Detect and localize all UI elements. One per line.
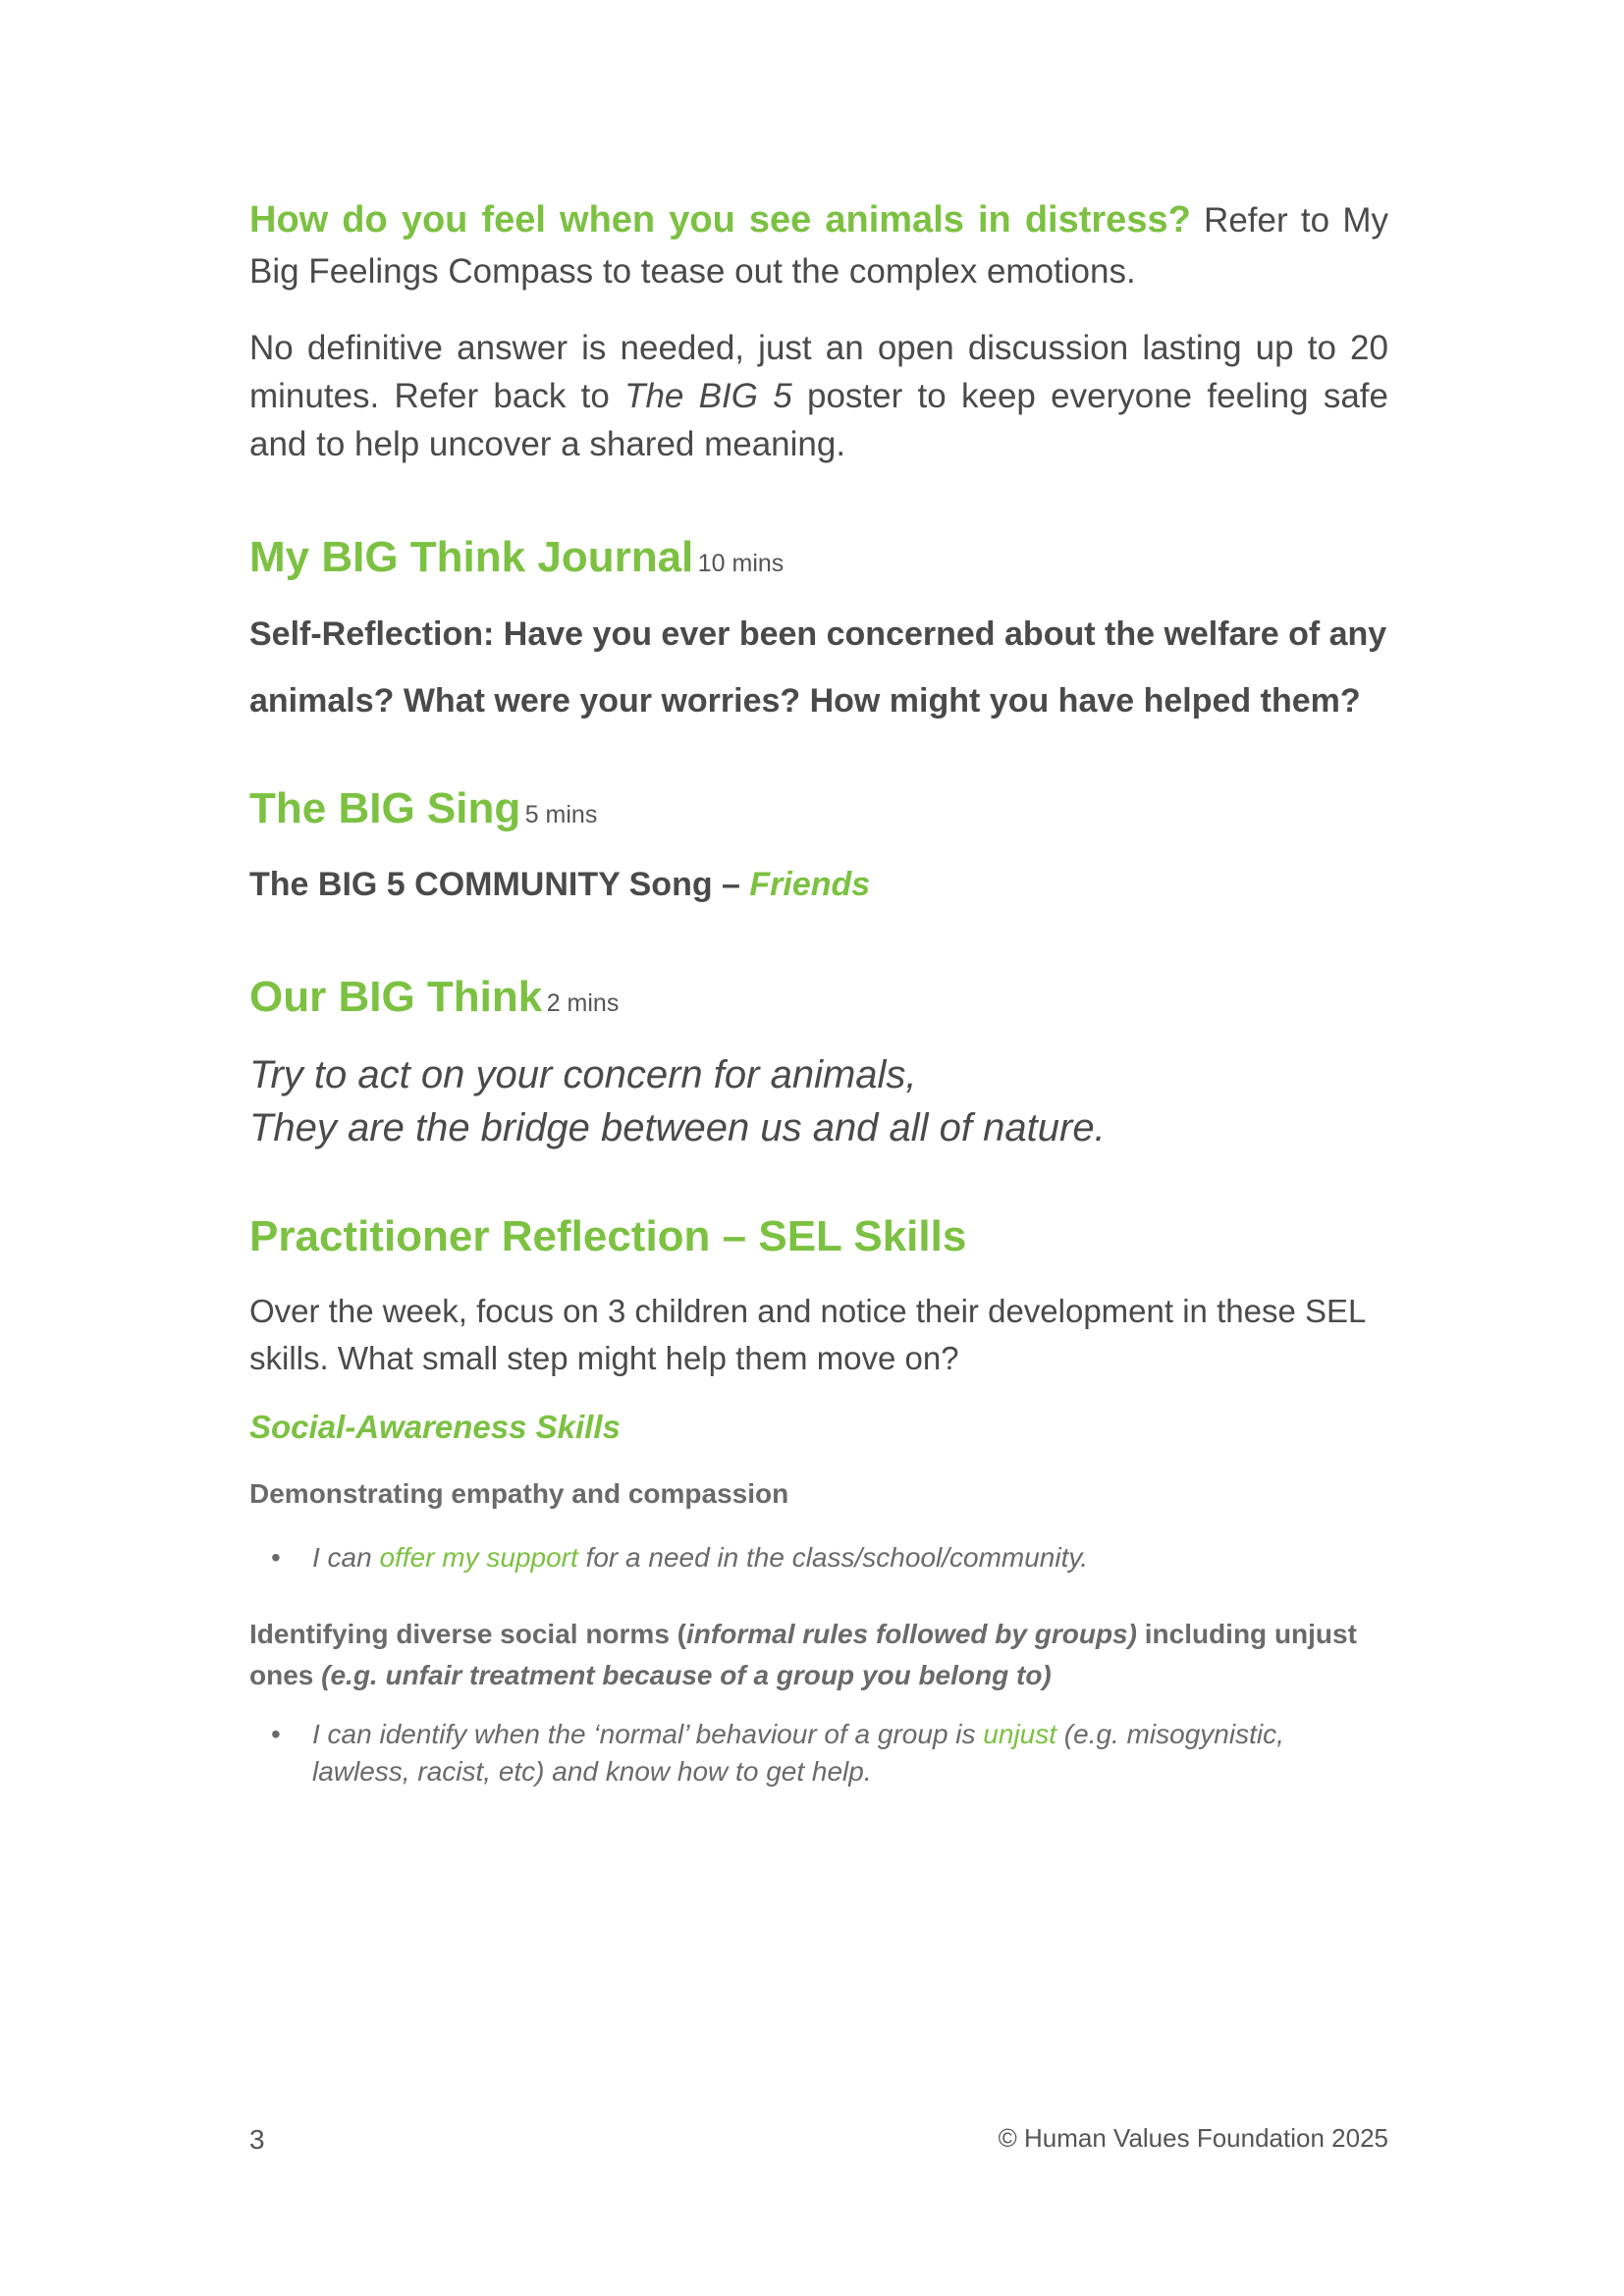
norms-title-c: including unjust ones <box>249 1619 1357 1690</box>
sing-song <box>249 860 1388 909</box>
bullet-text-post: for a need in the class/school/community. <box>577 1542 1089 1573</box>
reflection-heading <box>249 1207 1388 1276</box>
song-name: Friends <box>749 866 871 903</box>
think-quote <box>249 1048 1388 1154</box>
sing-title: The BIG Sing <box>249 784 521 832</box>
copyright-notice: © Human Values Foundation 2025 <box>998 2123 1388 2153</box>
discussion-text-post: poster to keep everyone feeling safe and to help uncover a shared meaning. <box>249 377 1388 463</box>
bullet-text-pre: I can <box>312 1542 380 1573</box>
bullet-text-pre: I can identify when the ‘normal’ behaviour of a group is <box>312 1719 984 1749</box>
bullet-icon: • <box>271 1542 281 1573</box>
discussion-paragraph <box>249 324 1388 468</box>
think-heading <box>249 968 1388 1037</box>
sing-heading <box>249 779 1388 848</box>
reflection-text: Over the week, focus on 3 children and notice their development in these SEL skills. What small step might help them move on? <box>249 1293 1366 1376</box>
empathy-bullet-list <box>249 1539 1388 1576</box>
norms-bullet-list <box>249 1716 1388 1790</box>
norms-title-b: informal rules followed by groups) <box>686 1619 1137 1649</box>
empathy-skill-title: Demonstrating empathy and compassion <box>249 1478 789 1509</box>
bullet-icon: • <box>271 1719 281 1749</box>
page-number: 3 <box>249 2124 265 2155</box>
journal-heading <box>249 528 1388 597</box>
journal-duration: 10 mins <box>697 550 785 577</box>
list-item <box>249 1539 1388 1576</box>
think-duration: 2 mins <box>546 989 620 1017</box>
journal-prompt: Self-Reflection: Have you ever been concerned about the welfare of any animals? What were your worries? How might you have helped them? <box>249 615 1387 720</box>
bullet-highlight: unjust <box>983 1719 1057 1749</box>
norms-title-d: (e.g. unfair treatment because of a group you belong to) <box>321 1660 1052 1690</box>
norms-title-a: Identifying diverse social norms ( <box>249 1619 687 1649</box>
sing-duration: 5 mins <box>524 801 598 828</box>
discussion-poster-title: The BIG 5 <box>624 377 792 415</box>
think-quote-line-1: Try to act on your concern for animals, <box>249 1053 917 1096</box>
list-item <box>249 1716 1388 1790</box>
journal-title: My BIG Think Journal <box>249 533 694 581</box>
norms-skill-title <box>249 1614 1388 1696</box>
discussion-text-pre: No definitive answer is needed, just an open discussion lasting up to 20 minutes. Refer back to <box>249 329 1388 415</box>
social-awareness-title: Social-Awareness Skills <box>249 1409 621 1445</box>
think-quote-line-2: They are the bridge between us and all of nature. <box>249 1106 1106 1149</box>
think-title: Our BIG Think <box>249 973 543 1021</box>
intro-question: How do you feel when you see animals in distress? <box>249 199 1191 240</box>
intro-paragraph <box>249 194 1388 297</box>
song-prefix: The BIG 5 COMMUNITY Song – <box>249 866 750 903</box>
intro-question-follow: Refer to My Big Feelings Compass to tease out the complex emotions. <box>249 201 1388 291</box>
bullet-text-post: (e.g. misogynistic, lawless, racist, etc) and know how to get help. <box>312 1719 1284 1787</box>
bullet-highlight: offer my support <box>379 1542 578 1573</box>
reflection-title: Practitioner Reflection – SEL Skills <box>249 1212 967 1260</box>
